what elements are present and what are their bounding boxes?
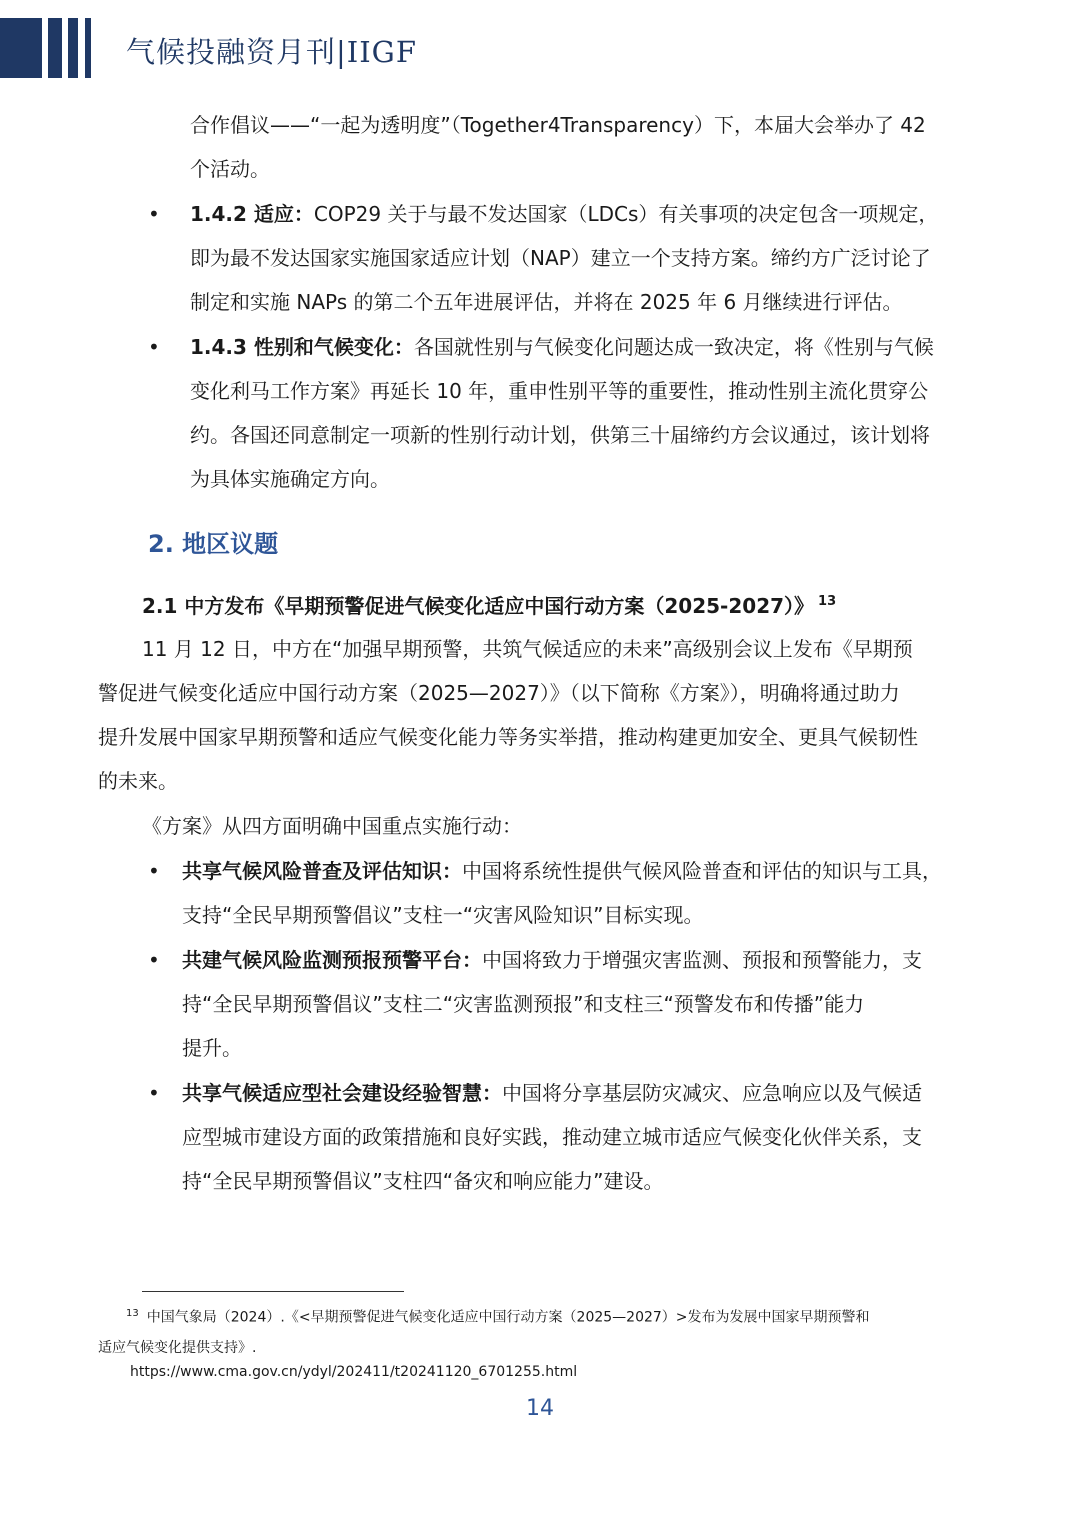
item-line: 约。各国还同意制定一项新的性别行动计划，供第三十届缔约方会议通过，该计划将 [190, 423, 930, 447]
para-line: 11 月 12 日，中方在“加强早期预警，共筑气候适应的未来”高级别会议上发布《早期预 [142, 637, 913, 661]
footnote [98, 1299, 988, 1363]
item-line: 应型城市建设方面的政策措施和良好实践，推动建立城市适应气候变化伙伴关系，支 [182, 1125, 922, 1149]
bullet-icon: • [148, 335, 160, 359]
section-heading: 2. 地区议题 [148, 530, 279, 558]
item-title: 共享气候适应型社会建设经验智慧： [182, 1081, 502, 1105]
footnote-url-link[interactable]: https://www.cma.gov.cn/ydyl/202411/t20241120_6701255.html [130, 1364, 578, 1380]
item-line: COP29 关于与最不发达国家（LDCs）有关事项的决定包含一项规定， [313, 202, 939, 226]
footnote-ref[interactable]: 13 [818, 594, 837, 610]
footnote-line-1: 中国气象局（2024）.《<早期预警促进气候变化适应中国行动方案（2025—2027）>发布为发展中国家早期预警和 [146, 1309, 870, 1326]
bullet-icon: • [148, 948, 160, 972]
item-title: 1.4.2 适应： [190, 202, 314, 226]
item-line: 中国将致力于增强灾害监测、预报和预警能力，支 [482, 948, 922, 972]
list-item-monitoring-platform [182, 938, 982, 1070]
bullet-icon: • [148, 859, 160, 883]
bullet-icon: • [148, 1081, 160, 1105]
page-number: 14 [526, 1396, 554, 1421]
header-bar-2 [48, 18, 62, 78]
item-title: 共享气候风险普查及评估知识： [182, 859, 462, 883]
para-line: 的未来。 [98, 769, 178, 793]
item-line: 制定和实施 NAPs 的第二个五年进展评估，并将在 2025 年 6 月继续进行评估。 [190, 290, 903, 314]
sub-heading-text: 2.1 中方发布《早期预警促进气候变化适应中国行动方案（2025-2027）》 [142, 594, 815, 618]
item-line: 持“全民早期预警倡议”支柱四“备灾和响应能力”建设。 [182, 1169, 664, 1193]
item-title: 1.4.3 性别和气候变化： [190, 335, 414, 359]
footnote-line-2: 适应气候变化提供支持》. [98, 1339, 257, 1356]
item-line: 中国将分享基层防灾减灾、应急响应以及气候适 [502, 1081, 922, 1105]
list-item-adaptive-society [182, 1071, 982, 1203]
item-line: 支持“全民早期预警倡议”支柱一“灾害风险知识”目标实现。 [182, 903, 704, 927]
list-item-risk-knowledge [182, 849, 982, 937]
footnote-number: 13 [126, 1308, 139, 1319]
item-line: 持“全民早期预警倡议”支柱二“灾害监测预报”和支柱三“预警发布和传播”能力 [182, 992, 865, 1016]
item-line: 提升。 [182, 1036, 242, 1060]
journal-title: 气候投融资月刊|IIGF [126, 35, 417, 69]
header-bar-3 [68, 18, 78, 78]
item-line: 中国将系统性提供气候风险普查和评估的知识与工具， [462, 859, 942, 883]
intro-paragraph [190, 103, 982, 191]
body-paragraph-1 [98, 627, 982, 803]
header-bar-1 [0, 18, 42, 78]
item-line: 为具体实施确定方向。 [190, 467, 390, 491]
item-title: 共建气候风险监测预报预警平台： [182, 948, 482, 972]
footnote-divider [142, 1291, 404, 1292]
para-line: 提升发展中国家早期预警和适应气候变化能力等务实举措，推动构建更加安全、更具气候韧性 [98, 725, 918, 749]
item-line: 各国就性别与气候变化问题达成一致决定，将《性别与气候 [413, 335, 934, 359]
intro-line-2: 个活动。 [190, 157, 270, 181]
list-item-adaptation [190, 192, 982, 324]
body-paragraph-2: 《方案》从四方面明确中国重点实施行动： [142, 814, 522, 838]
sub-heading [142, 590, 836, 619]
header-bar-4 [85, 18, 91, 78]
list-item-gender [190, 325, 982, 501]
item-line: 即为最不发达国家实施国家适应计划（NAP）建立一个支持方案。缔约方广泛讨论了 [190, 246, 931, 270]
para-line: 警促进气候变化适应中国行动方案（2025—2027）》（以下简称《方案》），明确将通过助力 [98, 681, 900, 705]
bullet-icon: • [148, 202, 160, 226]
intro-line-1: 合作倡议——“一起为透明度”（Together4Transparency）下，本届大会举办了 42 [190, 113, 926, 137]
item-line: 变化利马工作方案》再延长 10 年，重申性别平等的重要性，推动性别主流化贯穿公 [190, 379, 929, 403]
